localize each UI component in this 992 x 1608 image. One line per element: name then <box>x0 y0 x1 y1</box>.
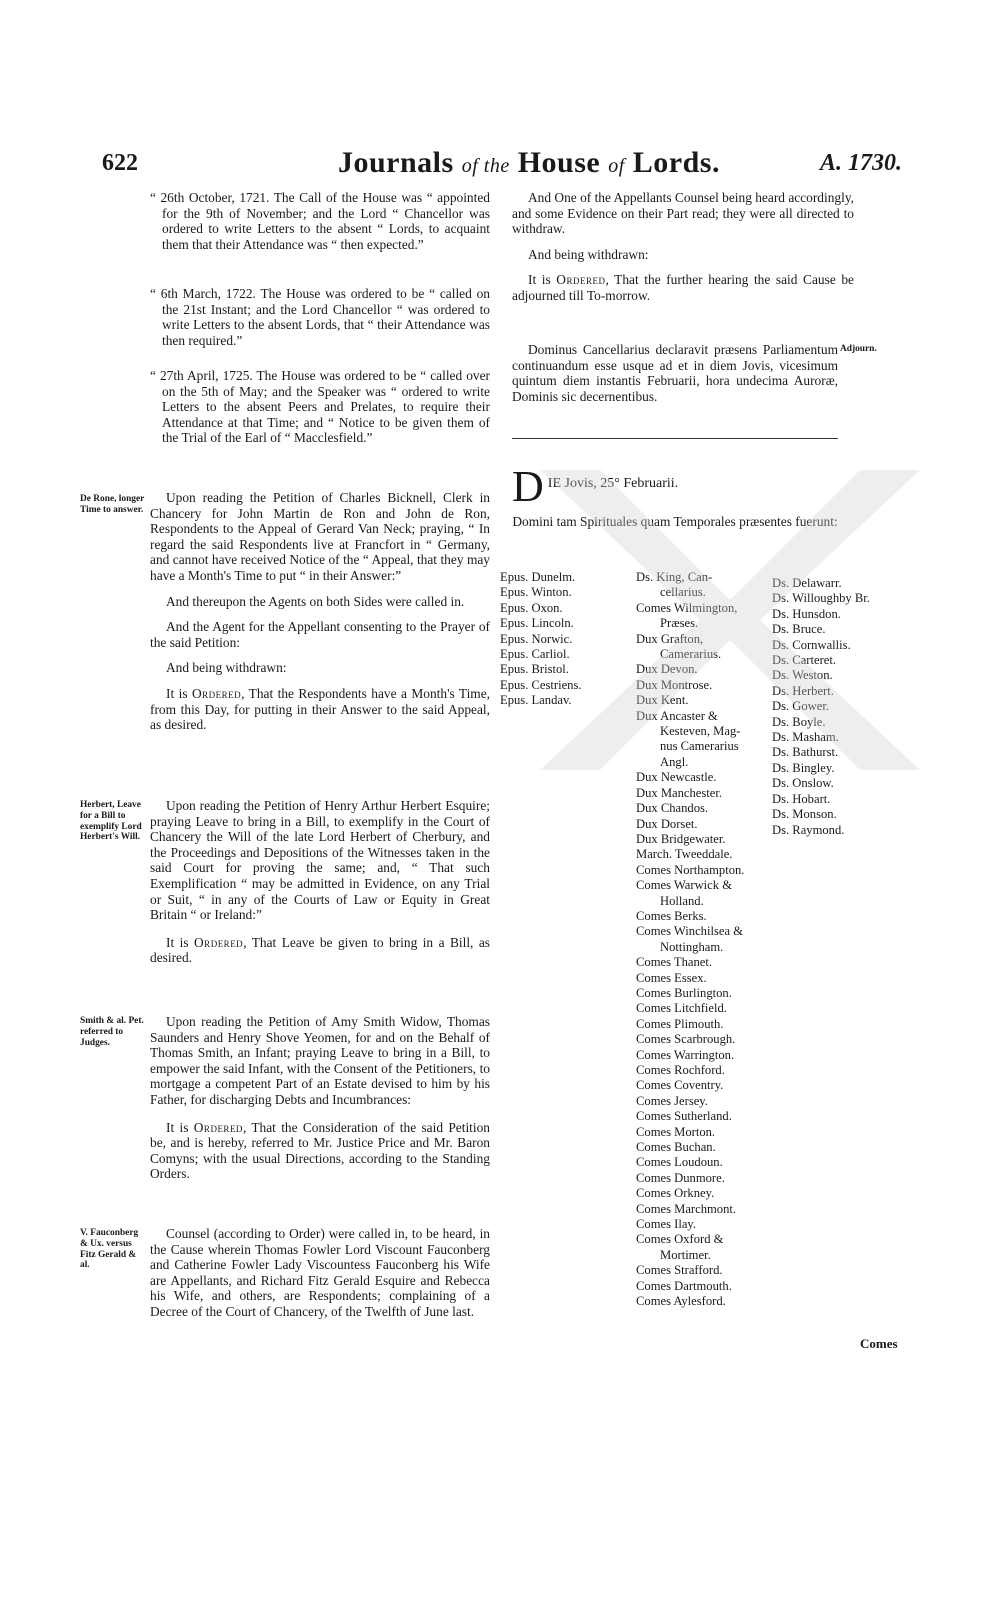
left-column <box>150 190 490 252</box>
lord-entry: Ds. Gower. <box>772 699 830 714</box>
lord-entry: Dux Devon. <box>636 662 698 677</box>
lord-entry: Holland. <box>660 893 704 908</box>
margin-note-smith: Smith & al. Pet. referred to Judges. <box>80 1016 144 1048</box>
lords-present-heading: Domini tam Spirituales quam Temporales præsentes fuerunt: <box>512 514 838 529</box>
lord-entry: cellarius. <box>660 585 706 600</box>
page-year: A. 1730. <box>820 150 903 176</box>
lord-entry: Ds. Cornwallis. <box>772 637 851 652</box>
precedent-block-1722 <box>150 286 490 348</box>
lord-entry: Comes Coventry. <box>636 1078 724 1093</box>
lord-entry: Camerarius. <box>660 647 722 662</box>
lord-entry: Comes Thanet. <box>636 955 713 970</box>
smith-section <box>150 1014 490 1182</box>
lord-entry: Ds. Monson. <box>772 807 837 822</box>
smith-petition: Upon reading the Petition of Amy Smith Widow, Thomas Saunders and Henry Shove Yeomen, for and on the Behalf of Thomas Smith, an Infant; praying Leave to bring in a Bill, to empower the said Infant, with the Consent of the Petitioners, to mortgage a competent Part of an Estate devised to him by his Father, for discharging Debts and Incumbrances: <box>150 1014 490 1107</box>
order-adjourn-hearing: It is Ordered, That the further hearing the said Cause be adjourned till To-morrow. <box>512 272 854 303</box>
lord-entry: Epus. Landav. <box>500 693 572 708</box>
precedent-1725: “ 27th April, 1725. The House was ordered to be “ called over on the 5th of May; and the Speaker was “ ordered to write Letters to the absent Peers and Prelates, to require their Attendance at that Time; and “ Notice to be given them of the Trial of the Earl of “ Macclesfield.” <box>150 368 490 446</box>
withdrawn-note-2: And being withdrawn: <box>528 246 649 262</box>
lord-entry: Ds. Bruce. <box>772 622 826 637</box>
lord-entry: Comes Scarbrough. <box>636 1032 736 1047</box>
agent-consenting: And the Agent for the Appellant consenting to the Prayer of the said Petition: <box>150 619 490 650</box>
lords-temporal-list-2 <box>772 576 902 838</box>
precedent-1721: “ 26th October, 1721. The Call of the House was “ appointed for the 9th of November; and the Lord “ Chancellor was ordered to write Letters to the absent “ Lords, to acquaint them that their Attendance was “ then expected.” <box>150 190 490 252</box>
herbert-section <box>150 798 490 966</box>
lord-entry: Comes Oxford & <box>636 1232 724 1247</box>
lord-entry: Comes Buchan. <box>636 1140 716 1155</box>
lord-entry: Comes Warrington. <box>636 1047 735 1062</box>
lord-entry: Comes Sutherland. <box>636 1109 732 1124</box>
lord-entry: Comes Strafford. <box>636 1263 723 1278</box>
precedent-1722: “ 6th March, 1722. The House was ordered to be “ called on the 21st Instant; and the Lord Chancellor “ was ordered to write Letters to the absent Lords, that “ their Attendance was then required.” <box>150 286 490 348</box>
lord-entry: Comes Rochford. <box>636 1063 725 1077</box>
lord-entry: Comes Dunmore. <box>636 1170 725 1185</box>
lord-entry: Dux Chandos. <box>636 801 709 816</box>
page-number: 622 <box>102 150 138 176</box>
lord-entry: Comes Aylesford. <box>636 1294 726 1309</box>
section-divider <box>512 438 838 439</box>
lord-entry: Comes Dartmouth. <box>636 1278 732 1293</box>
lord-entry: Epus. Carliol. <box>500 647 570 662</box>
lord-entry: Mortimer. <box>660 1247 711 1262</box>
margin-note-fauconberg: V. Fauconberg & Ux. versus Fitz Gerald & al. <box>80 1228 139 1271</box>
lord-entry: Dux Bridgewater. <box>636 831 726 846</box>
lord-entry: Comes Winchilsea & <box>636 924 743 939</box>
lord-entry: Epus. Bristol. <box>500 662 569 677</box>
lord-entry: Dux Manchester. <box>636 785 723 800</box>
withdrawn-note: And being withdrawn: <box>166 660 287 676</box>
lord-entry: nus Camerarius <box>660 739 739 754</box>
adjournment-latin: Dominus Cancellarius declaravit præsens Parliamentum continuandum esse usque ad et in diem Jovis, vicesimum quintum diem instantis Februarii, hora undecima Auroræ, Dominis sic decernentibus. <box>512 342 838 404</box>
agents-called: And thereupon the Agents on both Sides were called in. <box>166 593 465 609</box>
lord-entry: Ds. Weston. <box>772 668 833 683</box>
drop-cap: D <box>512 462 544 511</box>
lord-entry: Kesteven, Mag- <box>660 724 741 739</box>
margin-note-herbert: Herbert, Leave for a Bill to exemplify Lord Herbert's Will. <box>80 800 142 843</box>
lord-entry: Comes Wilmington, <box>636 600 738 615</box>
lord-entry: Ds. Willoughby Br. <box>772 591 870 606</box>
lords-spiritual-list <box>500 570 632 709</box>
lord-entry: Comes Burlington. <box>636 985 732 1000</box>
lord-entry: Comes Essex. <box>636 970 707 985</box>
lord-entry: Comes Berks. <box>636 908 707 923</box>
lord-entry: Præses. <box>660 616 699 631</box>
adjournment-block <box>512 342 838 404</box>
lord-entry: Ds. Carteret. <box>772 653 836 668</box>
fauconberg-section <box>150 1226 490 1320</box>
precedent-block-1725 <box>150 368 490 446</box>
lord-entry: Comes Morton. <box>636 1124 716 1139</box>
deron-petition: Upon reading the Petition of Charles Bicknell, Clerk in Chancery for John Martin de Ron and John de Ron, Respondents to the Appeal of Gerard Van Neck; praying, “ In regard the said Respondents live at Francfort in “ Germany, and cannot have received Notice of the “ Appeal, that they may have a Month's Time to put “ in their Answer:” <box>150 490 490 583</box>
margin-note-adjourn: Adjourn. <box>840 344 877 354</box>
deron-section <box>150 490 490 733</box>
lord-entry: Comes Jersey. <box>636 1093 708 1108</box>
lord-entry: Comes Marchmont. <box>636 1201 737 1216</box>
lord-entry: Ds. Delawarr. <box>772 576 842 590</box>
right-column <box>512 190 854 304</box>
lord-entry: Angl. <box>660 754 689 769</box>
lord-entry: Ds. Raymond. <box>772 822 845 837</box>
lord-entry: Ds. Boyle. <box>772 714 826 729</box>
lord-entry: Epus. Cestriens. <box>500 677 582 692</box>
day-heading: D IE Jovis, 25° Februarii. <box>512 462 679 511</box>
lord-entry: Comes Loudoun. <box>636 1155 723 1170</box>
lord-entry: Dux Kent. <box>636 693 689 708</box>
lord-entry: Ds. Masham. <box>772 730 839 745</box>
lord-entry: Nottingham. <box>660 939 724 954</box>
fauconberg-counsel: Counsel (according to Order) were called in, to be heard, in the Cause wherein Thomas Fowler Lord Viscount Fauconberg and Catherine Fowler Lady Viscountess Fauconberg his Wife are Appellants, and Richard Fitz Gerald Esquire and Rebecca his Wife, and others, are Respondents; complaining of a Decree of the Court of Chancery, of the Twelfth of June last. <box>150 1226 490 1319</box>
catchword: Comes <box>860 1336 898 1351</box>
lord-entry: Ds. King, Can- <box>636 570 713 584</box>
lord-entry: Ds. Herbert. <box>772 683 834 698</box>
lord-entry: Comes Northampton. <box>636 862 745 877</box>
lord-entry: Comes Ilay. <box>636 1217 697 1232</box>
margin-note-deron: De Rone, longer Time to answer. <box>80 494 145 515</box>
lord-entry: Ds. Onslow. <box>772 776 834 791</box>
lords-temporal-list-1 <box>636 570 768 1310</box>
lord-entry: Epus. Dunelm. <box>500 570 576 584</box>
lord-entry: Ds. Hobart. <box>772 791 831 806</box>
lord-entry: Comes Litchfield. <box>636 1001 727 1016</box>
lord-entry: Comes Orkney. <box>636 1186 715 1201</box>
lord-entry: Epus. Norwic. <box>500 631 573 646</box>
lord-entry: Epus. Winton. <box>500 585 572 600</box>
lord-entry: Ds. Hunsdon. <box>772 606 841 621</box>
order-respondents-time: It is Ordered, That the Respondents have a Month's Time, from this Day, for putting in their Answer to the said Appeal, as desired. <box>150 685 491 733</box>
lord-entry: March. Tweeddale. <box>636 847 733 862</box>
order-herbert-leave: It is Ordered, That Leave be given to bring in a Bill, as desired. <box>150 934 490 966</box>
lord-entry: Dux Montrose. <box>636 677 713 692</box>
herbert-petition: Upon reading the Petition of Henry Arthur Herbert Esquire; praying Leave to bring in a Bill, to exemplify in the Court of Chancery the Will of the late Lord Herbert of Cherbury, and the Proceedings and Depositions of the Witnesses taken in the said Court for proving the same; and, “ That such Exemplification “ may be admitted in Evidence, on any Trial or Suit, “ in any of the Courts of Law or Equity in Great Britain “ or Ireland:” <box>150 798 490 923</box>
lord-entry: Dux Dorset. <box>636 816 698 831</box>
lord-entry: Comes Plimouth. <box>636 1016 724 1031</box>
lord-entry: Epus. Lincoln. <box>500 616 574 631</box>
lord-entry: Dux Grafton, <box>636 631 704 646</box>
counsel-heard: And One of the Appellants Counsel being heard accordingly, and some Evidence on their Part read; they were all directed to withdraw. <box>512 190 855 237</box>
page-header <box>0 142 992 182</box>
lord-entry: Ds. Bathurst. <box>772 745 839 760</box>
journal-title: Journals of the House of Lords. <box>338 146 720 179</box>
lord-entry: Ds. Bingley. <box>772 760 835 775</box>
order-smith-referred: It is Ordered, That the Consideration of the said Petition be, and is hereby, referred to Mr. Justice Price and Mr. Baron Comyns; with the usual Directions, according to the Standing Orders. <box>150 1119 491 1182</box>
lord-entry: Epus. Oxon. <box>500 600 563 615</box>
lord-entry: Dux Newcastle. <box>636 770 717 785</box>
lord-entry: Comes Warwick & <box>636 878 732 893</box>
lord-entry: Dux Ancaster & <box>636 708 718 723</box>
